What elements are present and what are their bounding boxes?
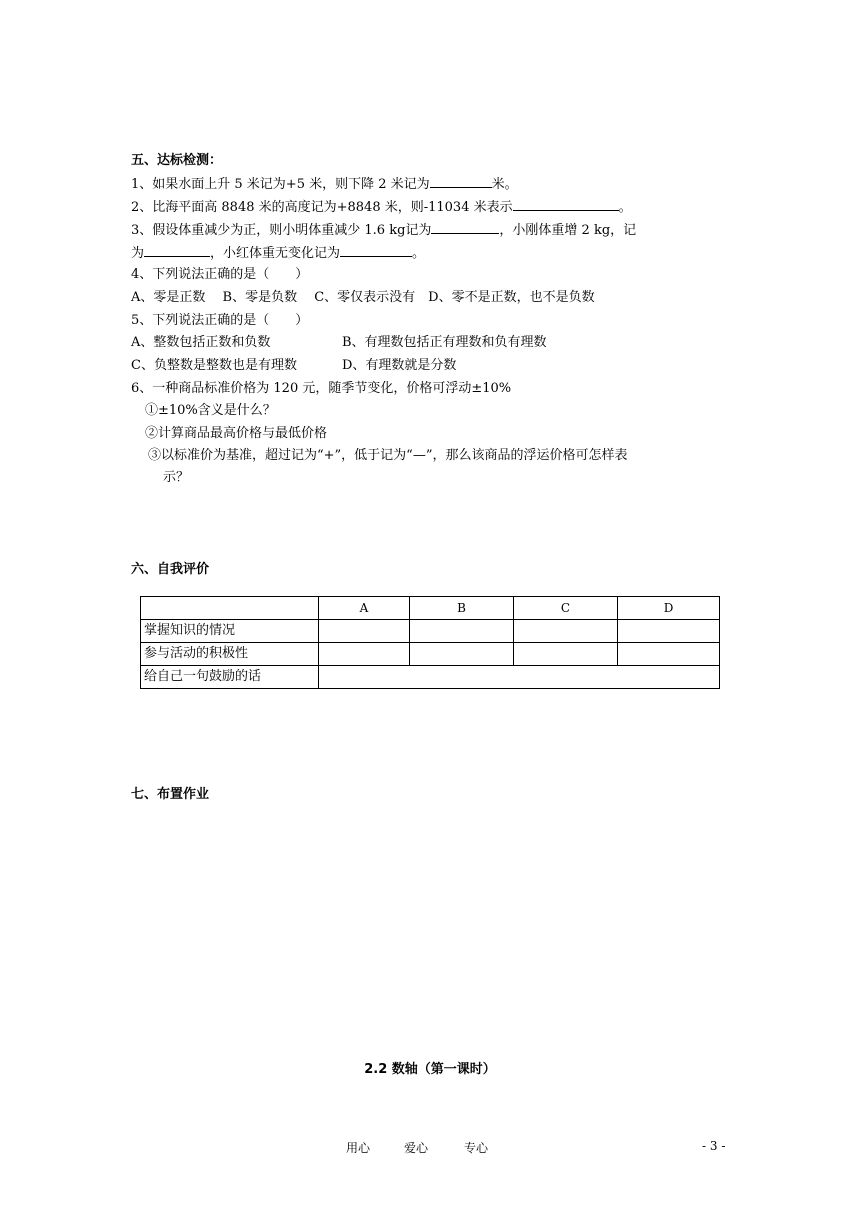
question-1 [131, 174, 518, 195]
table-header-cell: B [410, 597, 514, 620]
section-6-title: 六、自我评价 [131, 562, 210, 577]
row-label: 给自己一句鼓励的话 [141, 666, 319, 689]
question-6-sub-3-line-1: ③以标准价为基准，超过记为“+”，低于记为“—”，那么该商品的浮运价格可怎样表 [148, 448, 628, 463]
lesson-title: 2.2 数轴（第一课时） [364, 1062, 496, 1077]
answer-blank[interactable] [431, 220, 499, 234]
question-3-text-3: ，小红体重无变化记为 [210, 246, 341, 261]
question-2 [131, 197, 632, 218]
table-cell[interactable] [319, 643, 410, 666]
question-5-option-d: D、有理数就是分数 [342, 358, 457, 373]
table-cell[interactable] [410, 643, 514, 666]
question-6-sub-3-line-2: 示？ [163, 470, 190, 485]
question-3-text-mid: ，小刚体重增 2 kg，记 [499, 223, 637, 238]
table-row [141, 666, 720, 689]
table-cell[interactable] [514, 643, 618, 666]
table-row [141, 643, 720, 666]
question-4-stem: 4、下列说法正确的是（ ） [131, 267, 309, 282]
question-1-text: 1、如果水面上升 5 米记为+5 米，则下降 2 米记为 [131, 177, 430, 192]
answer-blank[interactable] [340, 243, 412, 257]
answer-blank[interactable] [513, 197, 619, 211]
question-3-text-2: 为 [131, 246, 145, 261]
table-row [141, 620, 720, 643]
question-3-end: 。 [412, 246, 426, 261]
table-cell[interactable] [319, 620, 410, 643]
question-5-option-b: B、有理数包括正有理数和负有理数 [342, 335, 547, 350]
row-label: 参与活动的积极性 [141, 643, 319, 666]
question-3-line-1 [131, 220, 636, 241]
question-4-options: A、零是正数 B、零是负数 C、零仅表示没有 D、零不是正数，也不是负数 [131, 290, 595, 305]
question-6-sub-1: ①±10%含义是什么？ [145, 403, 276, 418]
table-header-cell: A [319, 597, 410, 620]
table-header-row [141, 597, 720, 620]
question-2-end: 。 [618, 200, 632, 215]
section-5-title: 五、达标检测： [131, 153, 223, 168]
page-number: - 3 - [702, 1139, 726, 1153]
question-5-stem: 5、下列说法正确的是（ ） [131, 313, 309, 328]
question-6-sub-2: ②计算商品最高价格与最低价格 [145, 426, 328, 441]
table-header-cell: C [514, 597, 618, 620]
question-5-option-a: A、整数包括正数和负数 [131, 335, 271, 350]
footer-text-2: 爱心 [404, 1141, 429, 1155]
row-label: 掌握知识的情况 [141, 620, 319, 643]
table-cell[interactable] [514, 620, 618, 643]
question-5-option-c: C、负整数是整数也是有理数 [131, 358, 297, 373]
answer-blank[interactable] [144, 243, 210, 257]
table-header-cell: D [618, 597, 720, 620]
table-header-cell [141, 597, 319, 620]
self-evaluation-table [140, 596, 720, 689]
question-6-stem: 6、一种商品标准价格为 120 元，随季节变化，价格可浮动±10% [131, 381, 512, 396]
question-3-text: 3、假设体重减少为正，则小明体重减少 1.6 kg记为 [131, 223, 432, 238]
question-1-unit: 米。 [491, 177, 518, 192]
encouragement-cell[interactable] [319, 666, 720, 689]
footer-text-1: 用心 [346, 1141, 371, 1155]
table-cell[interactable] [618, 643, 720, 666]
table-cell[interactable] [618, 620, 720, 643]
question-2-text: 2、比海平面高 8848 米的高度记为+8848 米，则-11034 米表示 [131, 200, 513, 215]
question-3-line-2 [131, 243, 425, 264]
answer-blank[interactable] [430, 174, 492, 188]
section-7-title: 七、布置作业 [131, 787, 210, 802]
footer-text-3: 专心 [464, 1141, 489, 1155]
table-cell[interactable] [410, 620, 514, 643]
